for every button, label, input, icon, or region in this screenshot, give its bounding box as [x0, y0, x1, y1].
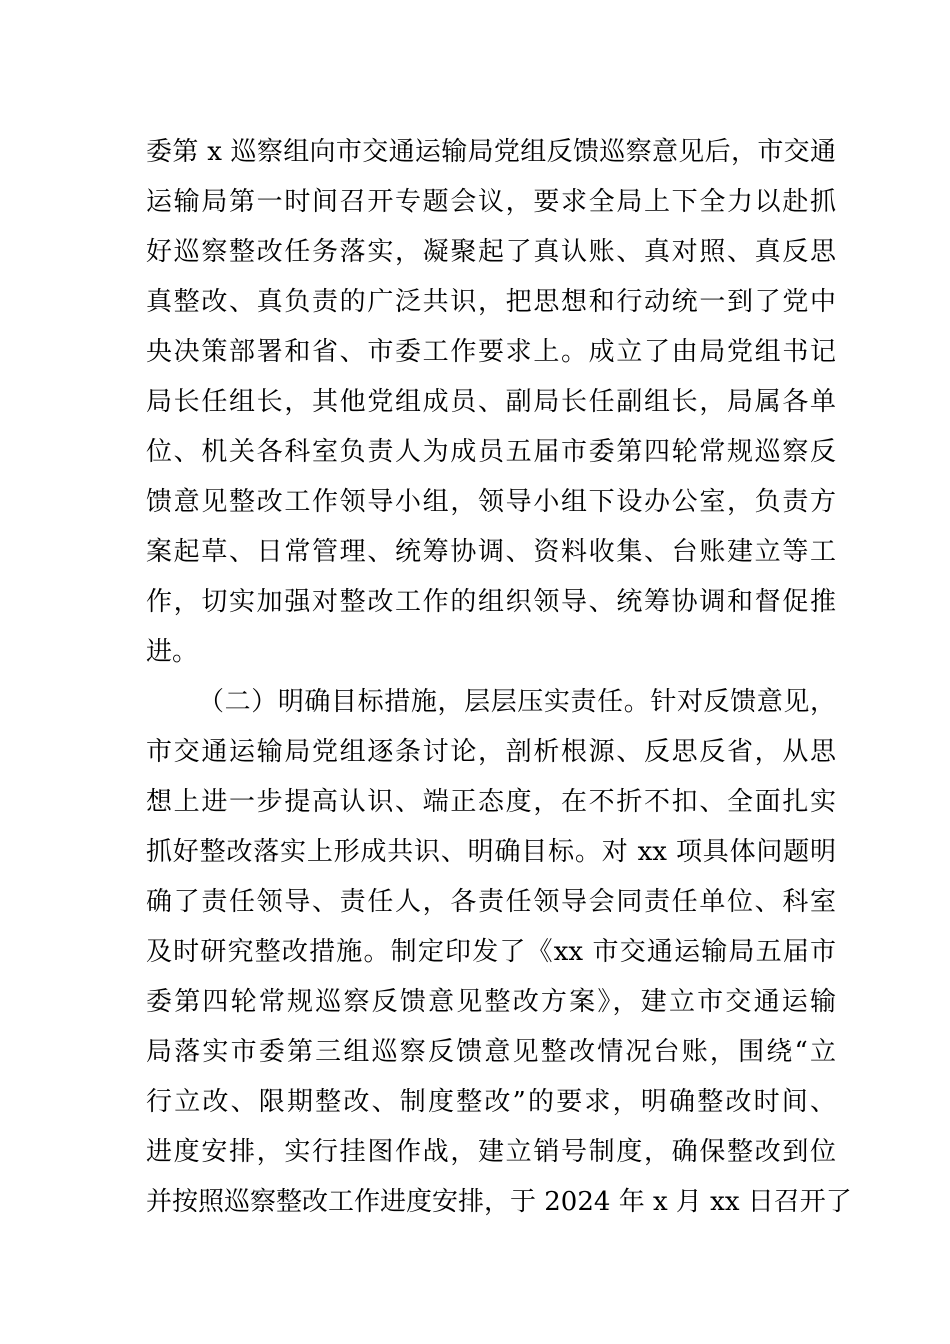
text-line: 并按照巡察整改工作进度安排，于 2024 年 x 月 xx 日召开了	[146, 1187, 852, 1217]
text-line: 确了责任领导、责任人，各责任领导会同责任单位、科室	[146, 887, 836, 917]
text-line: 行立改、限期整改、制度整改”的要求，明确整改时间、	[146, 1087, 836, 1117]
text-line: 委第 x 巡察组向市交通运输局党组反馈巡察意见后，市交通	[146, 137, 836, 167]
text-line: 作，切实加强对整改工作的组织领导、统筹协调和督促推	[146, 587, 836, 617]
text-line: 局落实市委第三组巡察反馈意见整改情况台账，围绕“立	[146, 1037, 836, 1067]
text-line: 进。	[146, 637, 199, 667]
text-line: 进度安排，实行挂图作战，建立销号制度，确保整改到位	[146, 1137, 836, 1167]
text-line: 运输局第一时间召开专题会议，要求全局上下全力以赴抓	[146, 187, 836, 217]
body-text	[146, 127, 852, 1227]
text-line: 委第四轮常规巡察反馈意见整改方案》，建立市交通运输	[146, 987, 836, 1017]
text-line: 案起草、日常管理、统筹协调、资料收集、台账建立等工	[146, 537, 836, 567]
text-line: 馈意见整改工作领导小组，领导小组下设办公室，负责方	[146, 487, 836, 517]
paragraph-2	[146, 677, 852, 1227]
text-line: 好巡察整改任务落实，凝聚起了真认账、真对照、真反思	[146, 237, 836, 267]
text-line: 真整改、真负责的广泛共识，把思想和行动统一到了党中	[146, 287, 836, 317]
text-line: 抓好整改落实上形成共识、明确目标。对 xx 项具体问题明	[146, 837, 836, 867]
text-line: 及时研究整改措施。制定印发了《xx 市交通运输局五届市	[146, 937, 836, 967]
text-line: 市交通运输局党组逐条讨论，剖析根源、反思反省，从思	[146, 737, 836, 767]
text-line: 央决策部署和省、市委工作要求上。成立了由局党组书记	[146, 337, 836, 367]
section-heading-line: （二）明确目标措施，层层压实责任。针对反馈意见，	[198, 687, 836, 717]
paragraph-1	[146, 127, 836, 677]
text-line: 想上进一步提高认识、端正态度，在不折不扣、全面扎实	[146, 787, 836, 817]
text-line: 位、机关各科室负责人为成员五届市委第四轮常规巡察反	[146, 437, 836, 467]
text-line: 局长任组长，其他党组成员、副局长任副组长，局属各单	[146, 387, 836, 417]
